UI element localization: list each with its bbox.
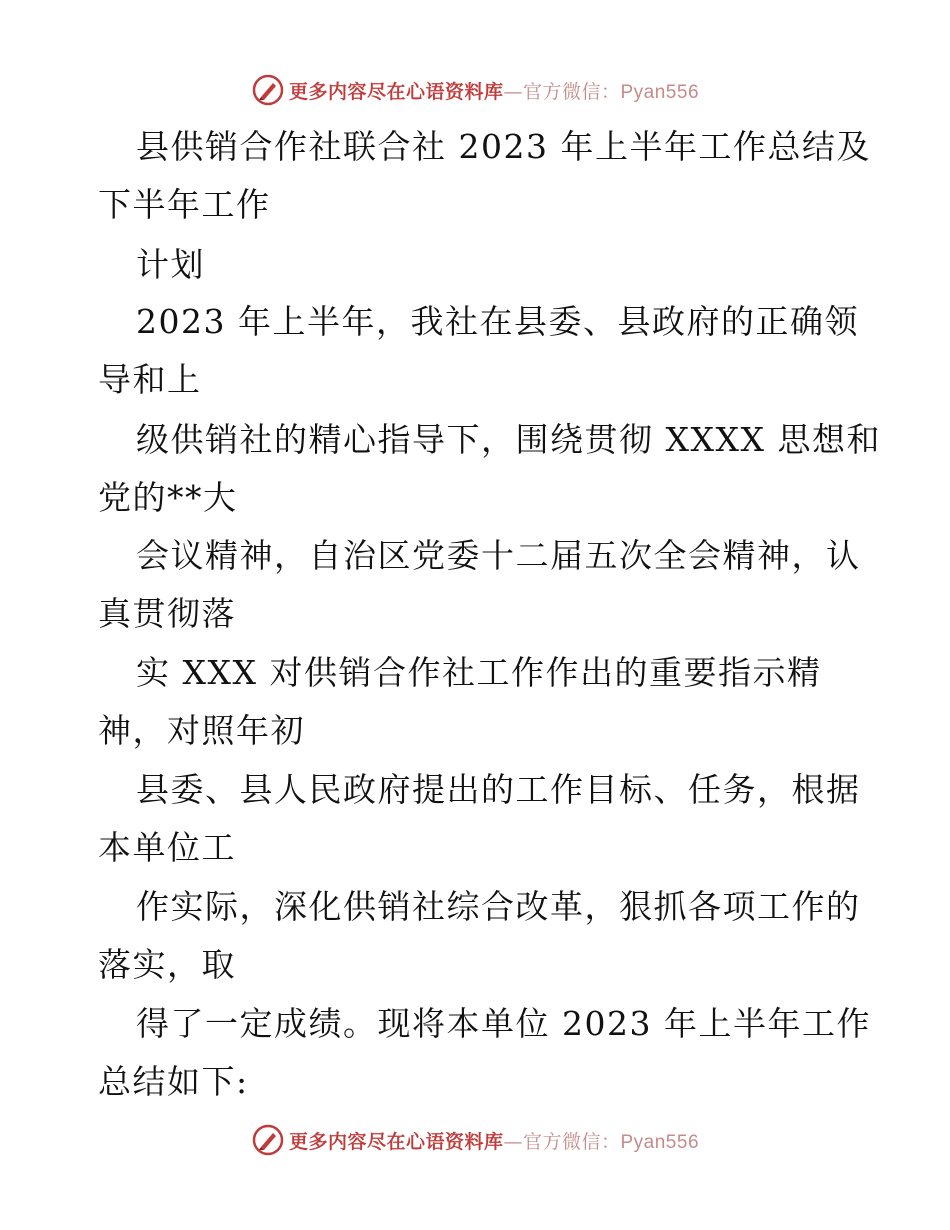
text-line: 实 XXX 对供销合作社工作作出的重要指示精: [136, 653, 822, 692]
watermark-wechat-label: 官方微信：: [522, 1130, 621, 1153]
text-line: 党的**大: [98, 478, 238, 517]
text-line: 神，对照年初: [98, 711, 305, 750]
text-line: 得了一定成绩。现将本单位 2023 年上半年工作: [136, 1004, 871, 1043]
watermark-handle: Pyan556: [620, 81, 700, 103]
watermark-handle: Pyan556: [620, 1131, 700, 1153]
text-line: 总结如下:: [98, 1062, 249, 1101]
watermark-dash: —: [503, 80, 523, 103]
text-line: 计划: [136, 245, 205, 284]
pen-logo-icon: [251, 73, 285, 107]
watermark-brand: 更多内容尽在心语资料库: [288, 80, 504, 103]
text-line: 2023 年上半年，我社在县委、县政府的正确领: [136, 302, 859, 341]
text-line: 作实际，深化供销社综合改革，狠抓各项工作的: [136, 887, 861, 926]
text-line: 落实，取: [98, 945, 236, 984]
watermark-wechat-label: 官方微信：: [522, 80, 621, 103]
text-line: 导和上: [98, 360, 202, 399]
text-line: 县供销合作社联合社 2023 年上半年工作总结及: [136, 127, 871, 166]
text-line: 下半年工作: [98, 185, 271, 224]
text-line: 本单位工: [98, 828, 236, 867]
watermark-brand: 更多内容尽在心语资料库: [288, 1130, 504, 1153]
text-line: 级供销社的精心指导下，围绕贯彻 XXXX 思想和: [136, 420, 881, 459]
pen-logo-icon: [251, 1123, 285, 1157]
footer-watermark: [0, 1120, 950, 1160]
text-line: 县委、县人民政府提出的工作目标、任务，根据: [136, 770, 861, 809]
header-watermark: [0, 70, 950, 110]
text-line: 会议精神，自治区党委十二届五次全会精神，认: [136, 536, 861, 575]
watermark-dash: —: [503, 1130, 523, 1153]
text-line: 真贯彻落: [98, 594, 236, 633]
